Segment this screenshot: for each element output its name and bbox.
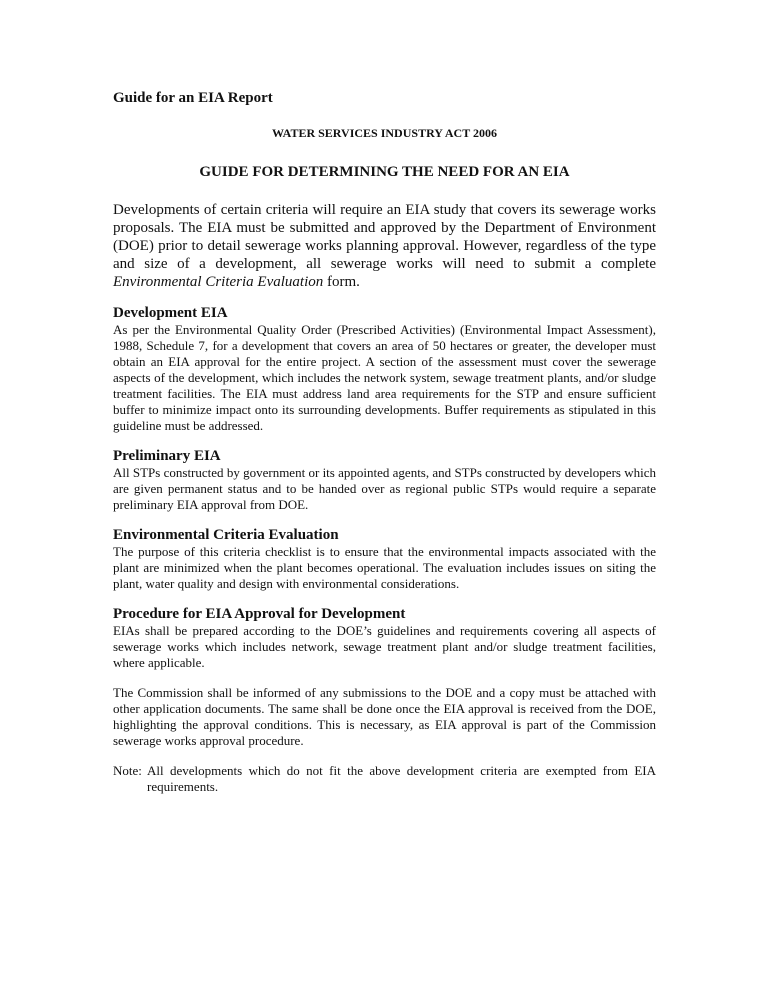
section-heading-development-eia: Development EIA bbox=[113, 305, 228, 321]
intro-text: Developments of certain criteria will require an EIA study that covers its sewerage works proposals. The EIA must be submitted and approved by the Department of Environment (DOE) prior to detail sewerage works planning approval. However, regardless of the type and size of a development, all sewerage works will need to submit a complete bbox=[113, 202, 656, 272]
section-heading-environmental-criteria-evaluation: Environmental Criteria Evaluation bbox=[113, 527, 339, 543]
note-label: Note: bbox=[113, 763, 142, 778]
intro-emphasis: Environmental Criteria Evaluation bbox=[113, 274, 324, 290]
note bbox=[113, 763, 656, 795]
section-heading-procedure-eia-approval: Procedure for EIA Approval for Development bbox=[113, 606, 406, 622]
section-body-preliminary-eia: All STPs constructed by government or its appointed agents, and STPs constructed by developers which are given permanent status and to be handed over as regional public STPs would require a separate preliminary EIA approval from DOE. bbox=[113, 465, 656, 512]
commission-paragraph: The Commission shall be informed of any submissions to the DOE and a copy must be attached with other application documents. The same shall be done once the EIA approval is received from the DOE, highlighting the approval conditions. This is necessary, as EIA approval is part of the Commission sewerage works approval procedure. bbox=[113, 685, 656, 748]
note-text: All developments which do not fit the above development criteria are exempted from EIA requirements. bbox=[147, 763, 656, 794]
intro-suffix: form. bbox=[323, 274, 360, 290]
document-label: Guide for an EIA Report bbox=[113, 90, 273, 106]
section-body-development-eia: As per the Environmental Quality Order (Prescribed Activities) (Environmental Impact Assessment), 1988, Schedule 7, for a development that covers an area of 50 hectares or greater, the developer must obtain an EIA approval for the entire project. A section of the assessment must cover the sewerage aspects of the development, which includes the network system, sewage treatment plants, and/or sludge treatment facilities. The EIA must address land area requirements for the STP and ensure sufficient buffer to minimize impact onto its surrounding developments. Buffer requirements as stipulated in this guideline must be addressed. bbox=[113, 322, 656, 433]
section-heading-preliminary-eia: Preliminary EIA bbox=[113, 448, 221, 464]
act-title: WATER SERVICES INDUSTRY ACT 2006 bbox=[272, 126, 497, 140]
section-body-procedure-eia-approval: EIAs shall be prepared according to the DOE’s guidelines and requirements covering all aspects of sewerage works which includes network, sewage treatment plant and/or sludge treatment facilities, where applicable. bbox=[113, 623, 656, 670]
intro-paragraph bbox=[113, 201, 656, 291]
document-content bbox=[113, 89, 656, 795]
main-title: GUIDE FOR DETERMINING THE NEED FOR AN EIA bbox=[199, 164, 570, 180]
section-body-environmental-criteria-evaluation: The purpose of this criteria checklist is to ensure that the environmental impacts associated with the plant are minimized when the plant becomes operational. The evaluation includes issues on siting the plant, water quality and design with environmental considerations. bbox=[113, 544, 656, 591]
